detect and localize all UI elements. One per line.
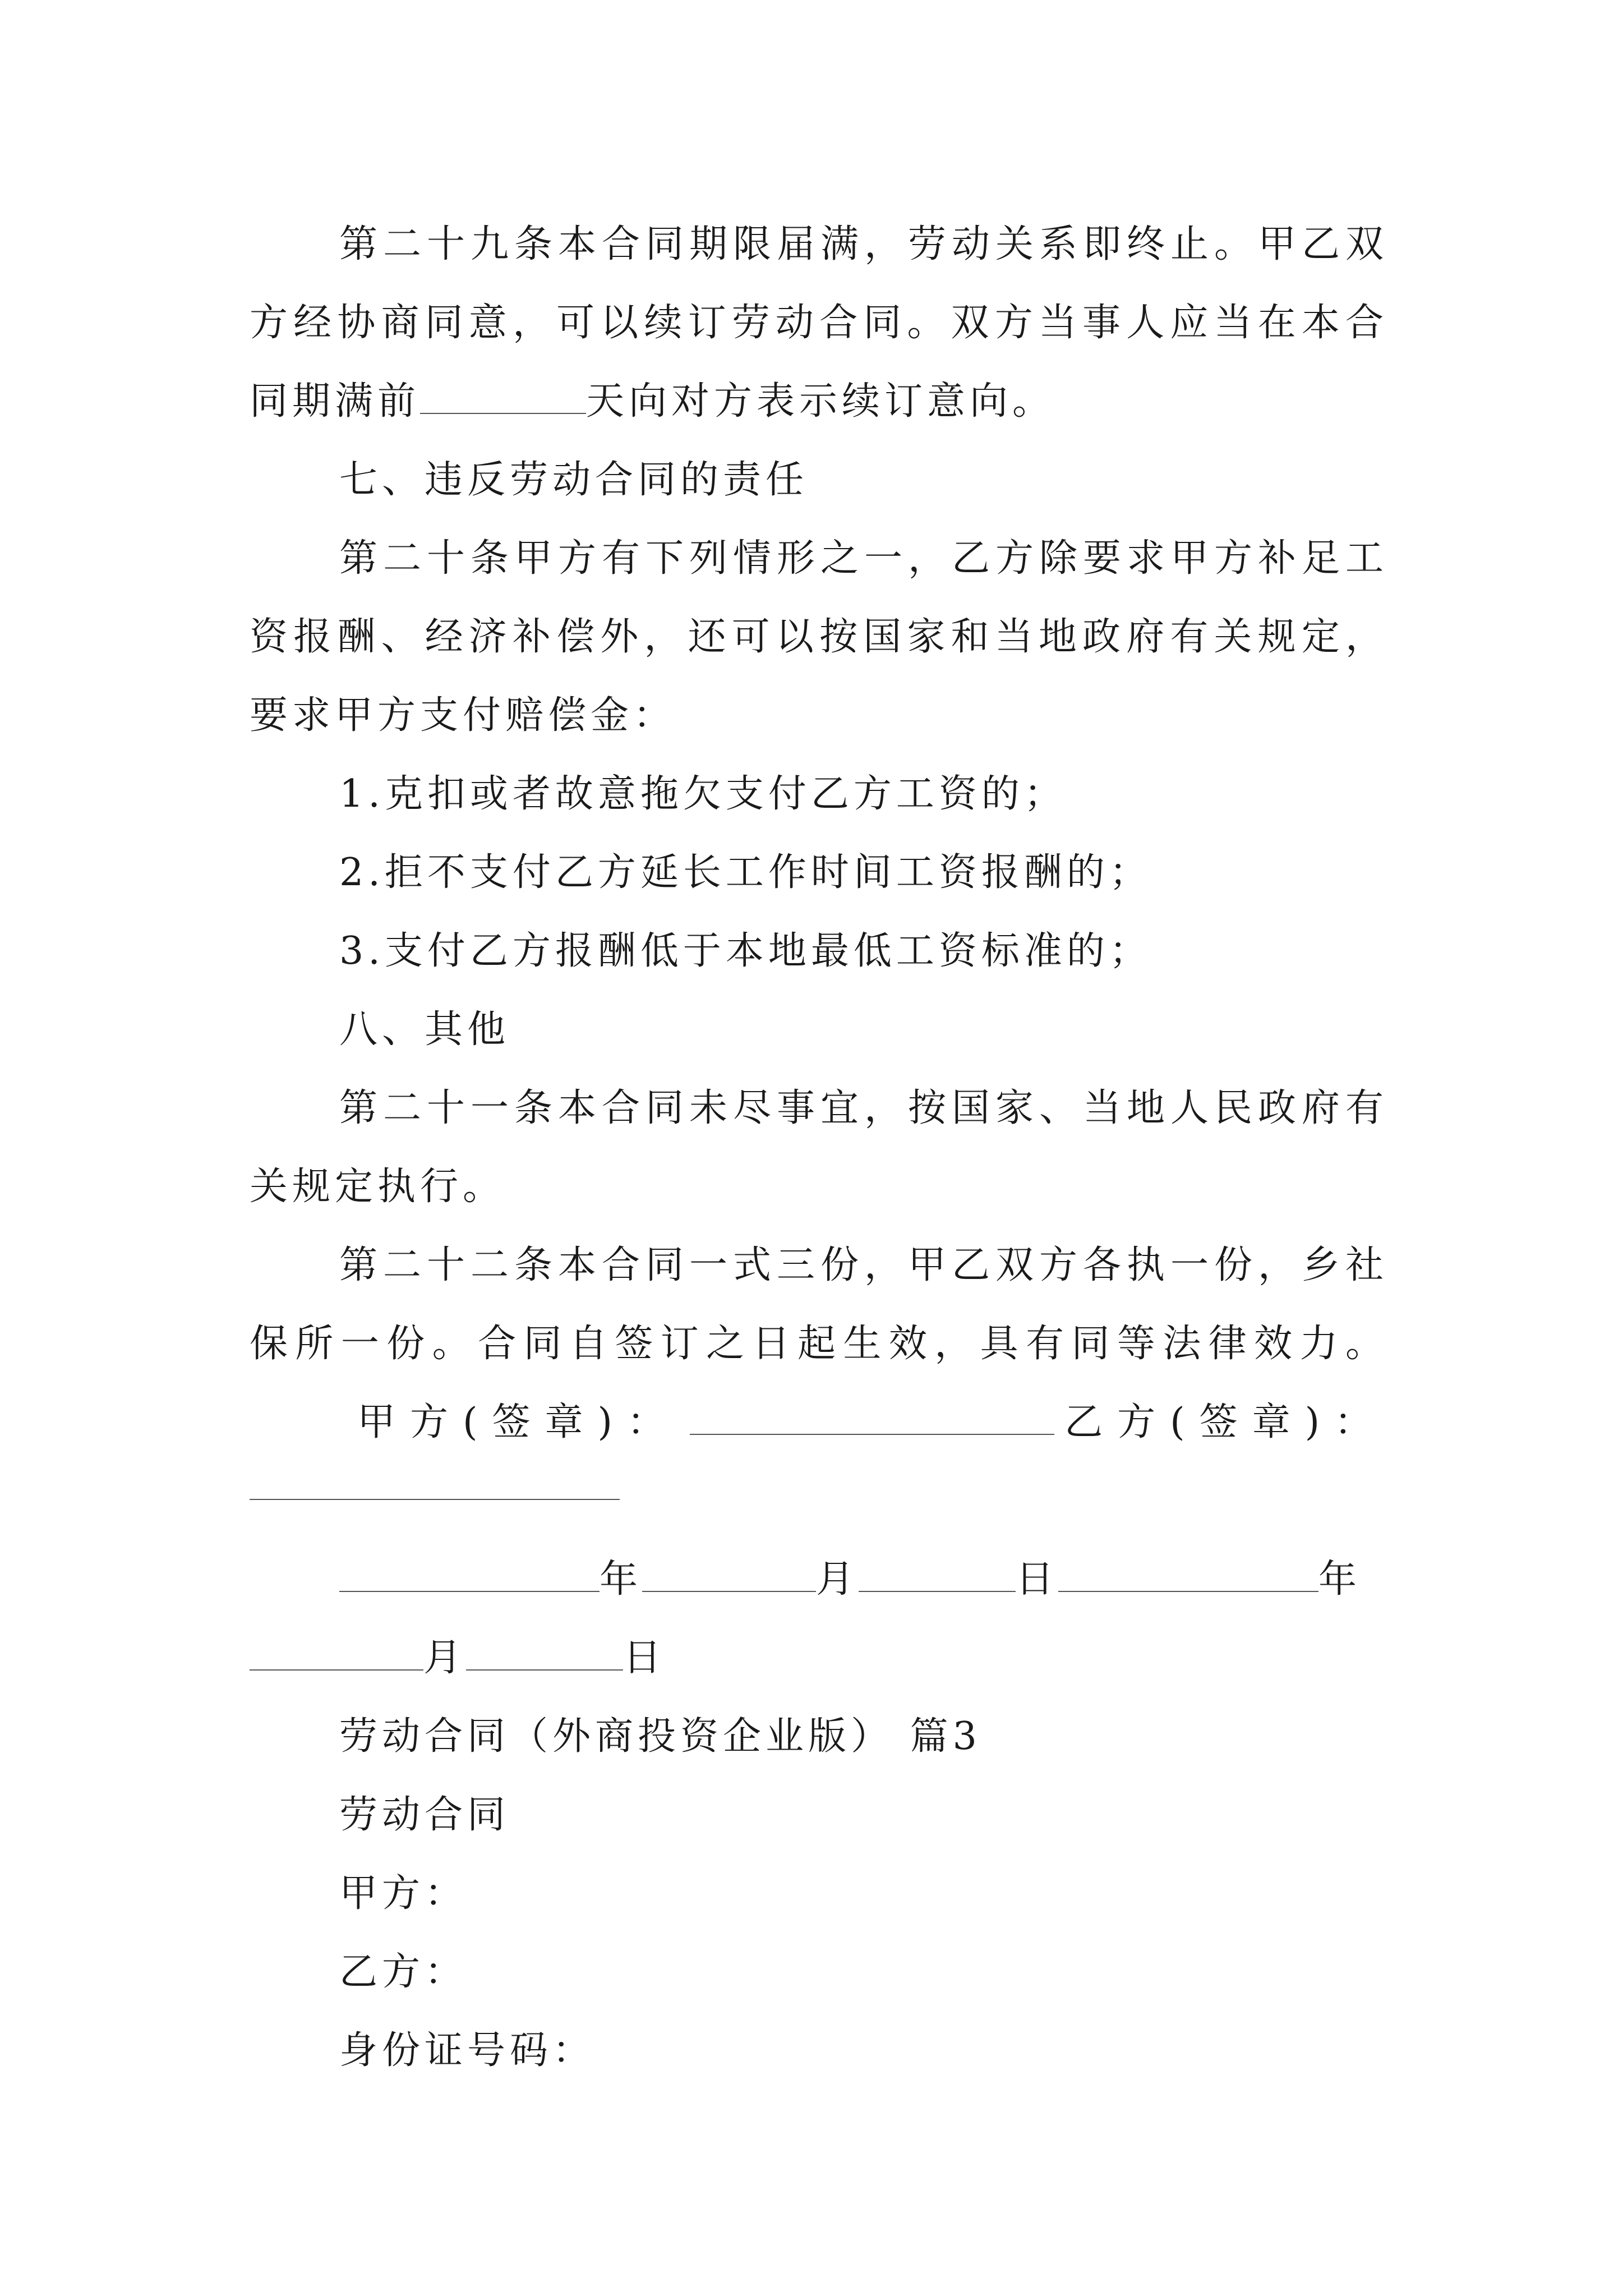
article-20-item-3: 3.支付乙方报酬低于本地最低工资标准的；: [339, 929, 1152, 973]
party-a-month-label: 月: [816, 1557, 859, 1602]
article-20-item-1: 1.克扣或者故意拖欠支付乙方工资的；: [339, 772, 1067, 816]
party-b-day-blank[interactable]: [466, 1630, 623, 1671]
party-b-signature-blank[interactable]: [250, 1499, 620, 1500]
article-29-line-3-suffix: 天向对方表示续订意向。: [586, 379, 1055, 424]
article-20-line-2: 资报酬、经济补偿外，还可以按国家和当地政府有关规定，: [250, 615, 1388, 659]
article-21-line-2: 关规定执行。: [250, 1165, 506, 1209]
next-contract-id-number: 身份证号码：: [339, 2028, 596, 2073]
article-29-line-3-prefix: 同期满前: [250, 379, 421, 424]
party-b-signature-label: 乙方(签章)：: [1064, 1400, 1387, 1444]
party-a-signature-blank[interactable]: [690, 1395, 1054, 1435]
article-29-line-3: [250, 362, 1388, 441]
party-a-year-label: 年: [600, 1557, 643, 1602]
date-row-2: [250, 1619, 1388, 1697]
article-29-line-1: 第二十九条本合同期限届满，劳动关系即终止。甲乙双: [339, 222, 1388, 266]
party-a-day-blank[interactable]: [859, 1552, 1016, 1592]
article-20-item-2: 2.拒不支付乙方延长工作时间工资报酬的；: [339, 850, 1152, 895]
section-7-heading: 七、违反劳动合同的责任: [339, 458, 809, 502]
section-8-heading: 八、其他: [339, 1007, 510, 1052]
party-a-signature-label: 甲方(签章)：: [357, 1400, 680, 1444]
signature-row: [357, 1383, 1388, 1462]
party-b-day-label: 日: [623, 1636, 666, 1680]
article-20-line-3: 要求甲方支付赔偿金：: [250, 693, 676, 738]
next-contract-party-a: 甲方：: [339, 1871, 468, 1916]
party-a-month-blank[interactable]: [642, 1552, 816, 1592]
next-contract-subtitle: 劳动合同: [339, 1793, 510, 1837]
article-22-line-1: 第二十二条本合同一式三份，甲乙双方各执一份，乡社: [339, 1243, 1388, 1287]
party-b-month-blank[interactable]: [250, 1630, 423, 1671]
article-20-line-1: 第二十条甲方有下列情形之一，乙方除要求甲方补足工: [339, 536, 1388, 581]
next-contract-party-b: 乙方：: [339, 1950, 468, 1994]
date-row-1: [339, 1540, 1388, 1619]
party-a-year-blank[interactable]: [339, 1552, 600, 1592]
party-b-year-blank[interactable]: [1058, 1552, 1318, 1592]
article-22-line-2: 保所一份。合同自签订之日起生效，具有同等法律效力。: [250, 1322, 1388, 1366]
party-a-day-label: 日: [1016, 1557, 1059, 1602]
renewal-days-blank[interactable]: [420, 374, 586, 414]
party-b-month-label: 月: [423, 1636, 467, 1680]
article-29-line-2: 方经协商同意，可以续订劳动合同。双方当事人应当在本合: [250, 301, 1388, 345]
article-21-line-1: 第二十一条本合同未尽事宜，按国家、当地人民政府有: [339, 1086, 1388, 1130]
next-contract-title: 劳动合同（外商投资企业版） 篇3: [339, 1714, 981, 1759]
party-b-year-label: 年: [1318, 1557, 1362, 1602]
